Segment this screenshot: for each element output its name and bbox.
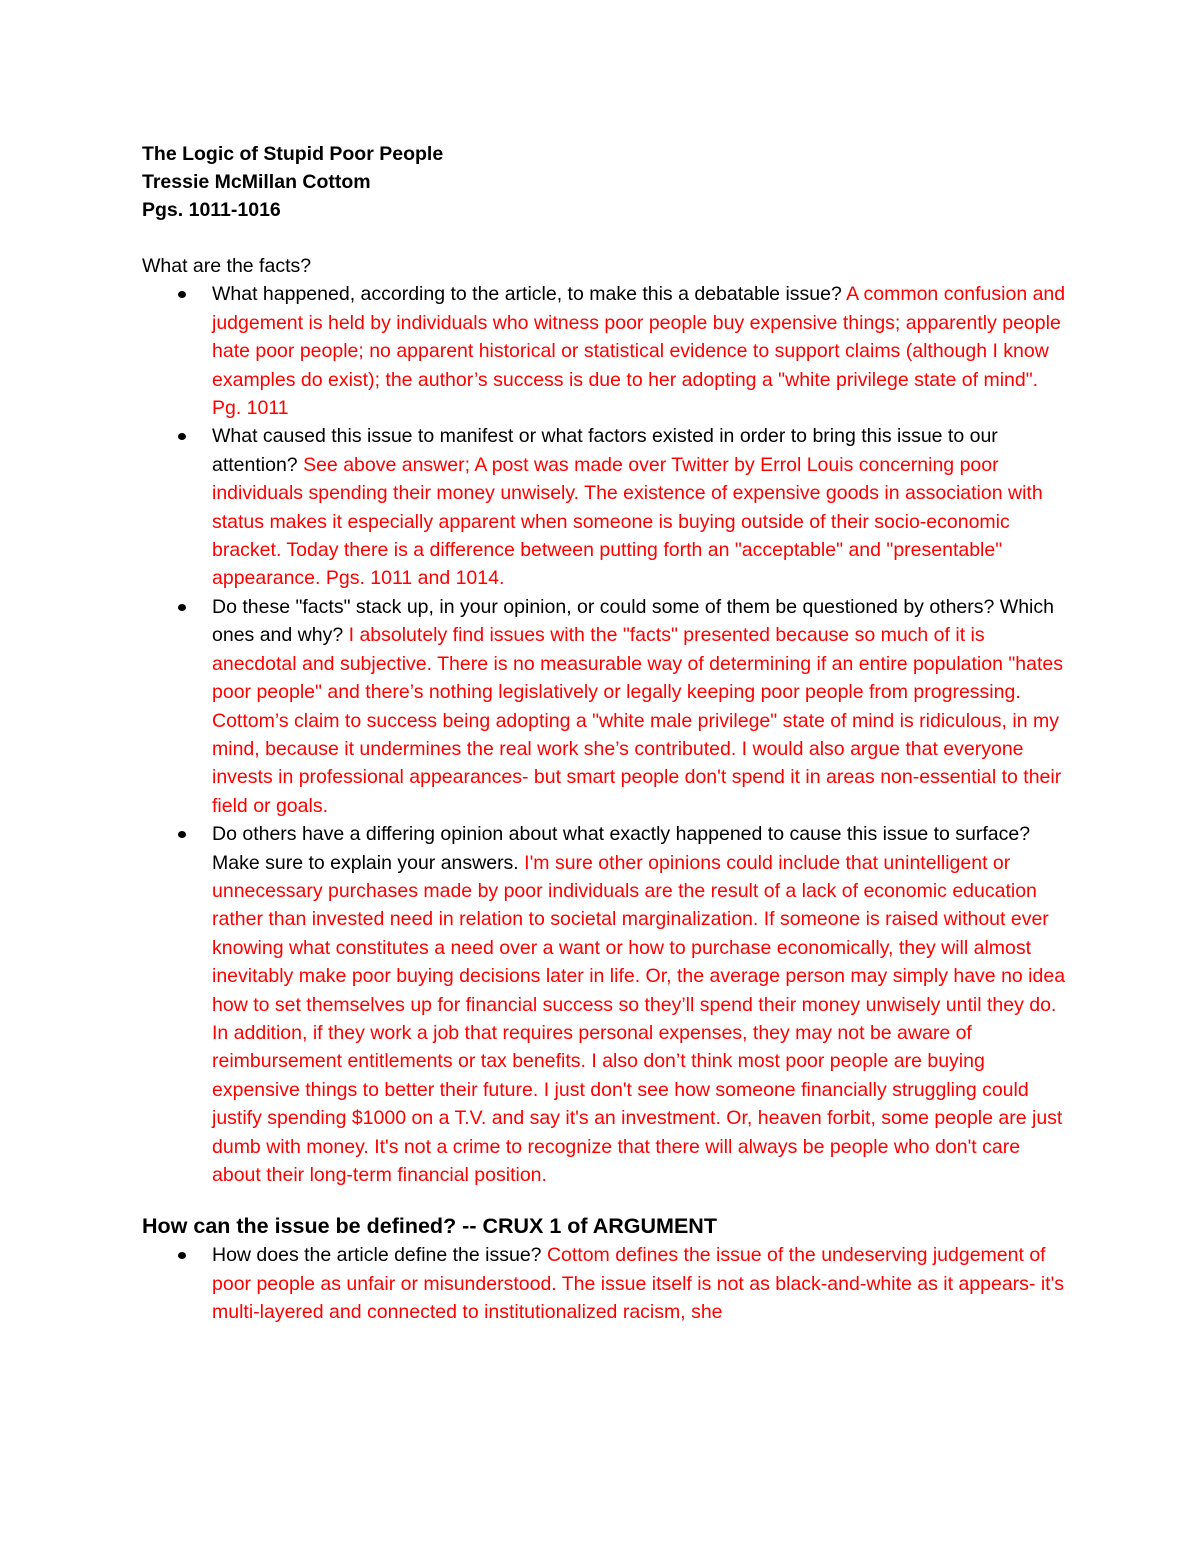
list-item bbox=[212, 280, 1072, 422]
answer-text: Cottom defines the issue of the undeserving judgement of poor people as unfair or misunderstood. The issue itself is not as black-and-white as it appears- it's multi-layered and connected to institutionalized racism, she bbox=[212, 1244, 1065, 1324]
section-heading: How can the issue be defined? -- CRUX 1 of ARGUMENT bbox=[142, 1214, 717, 1239]
definition-list bbox=[142, 1241, 1072, 1326]
document-title: The Logic of Stupid Poor People bbox=[142, 143, 444, 165]
document-author: Tressie McMillan Cottom bbox=[142, 171, 371, 193]
document-page bbox=[142, 140, 1072, 1327]
facts-list bbox=[142, 280, 1072, 1189]
answer-text: See above answer; A post was made over Twitter by Errol Louis concerning poor individuals spending their money unwisely. The existence of expensive goods in association with status makes it especially apparent when someone is buying outside of their socio-economic bracket. Today there is a difference between putting forth an "acceptable" and "presentable" appearance. Pgs. 1011 and 1014. bbox=[212, 453, 1043, 590]
list-item bbox=[212, 820, 1072, 1189]
question-text: What happened, according to the article, to make this a debatable issue? bbox=[212, 283, 847, 306]
question-text: How does the article define the issue? bbox=[212, 1244, 547, 1267]
question-text: Do these "facts" stack up, in your opinion, or could some of them be questioned by others? Which ones and why? bbox=[212, 595, 1054, 647]
facts-heading: What are the facts? bbox=[142, 255, 312, 277]
spacer bbox=[142, 224, 1072, 252]
bullet-icon bbox=[178, 433, 186, 440]
bullet-icon bbox=[178, 1252, 186, 1259]
answer-text: I'm sure other opinions could include that unintelligent or unnecessary purchases made by poor individuals are the result of a lack of economic education rather than invested need in relation to societal marginalization. If someone is raised without ever knowing what constitutes a need over a want or how to purchase economically, they will almost inevitably make poor buying decisions later in life. Or, the average person may simply have no idea how to set themselves up for financial success so they’ll spend their money unwisely until they do. In addition, if they work a job that requires personal expenses, they may not be aware of reimbursement entitlements or tax benefits. I also don’t think most poor people are buying expensive things to better their future. I just don't see how someone financially struggling could justify spending $1000 on a T.V. and say it's an investment. Or, heaven forbit, some people are just dumb with money. It's not a crime to recognize that there will always be people who don't care about their long-term financial position. bbox=[212, 851, 1066, 1186]
answer-text: I absolutely find issues with the "facts" presented because so much of it is anecdotal and subjective. There is no measurable way of determining if an entire population "hates poor people" and there’s nothing legislatively or legally keeping poor people from progressing. Cottom’s claim to success being adopting a "white male privilege" state of mind is ridiculous, in my mind, because it undermines the real work she’s contributed. I would also argue that everyone invests in professional appearances- but smart people don't spend it in areas non-essential to their field or goals. bbox=[212, 624, 1064, 817]
answer-text: A common confusion and judgement is held by individuals who witness poor people buy expensive things; apparently people hate poor people; no apparent historical or statistical evidence to support claims (although I know examples do exist); the author’s success is due to her adopting a "white privilege state of mind". Pg. 1011 bbox=[212, 283, 1066, 420]
question-text: What caused this issue to manifest or what factors existed in order to bring this issue to our attention? bbox=[212, 425, 998, 476]
bullet-icon bbox=[178, 604, 186, 611]
list-item bbox=[212, 593, 1072, 820]
document-pages: Pgs. 1011-1016 bbox=[142, 199, 281, 221]
list-item bbox=[212, 422, 1072, 592]
list-item bbox=[212, 1241, 1072, 1326]
question-text: Do others have a differing opinion about what exactly happened to cause this issue to surface? Make sure to explain your answers. bbox=[212, 823, 1031, 874]
bullet-icon bbox=[178, 831, 186, 838]
bullet-icon bbox=[178, 291, 186, 298]
